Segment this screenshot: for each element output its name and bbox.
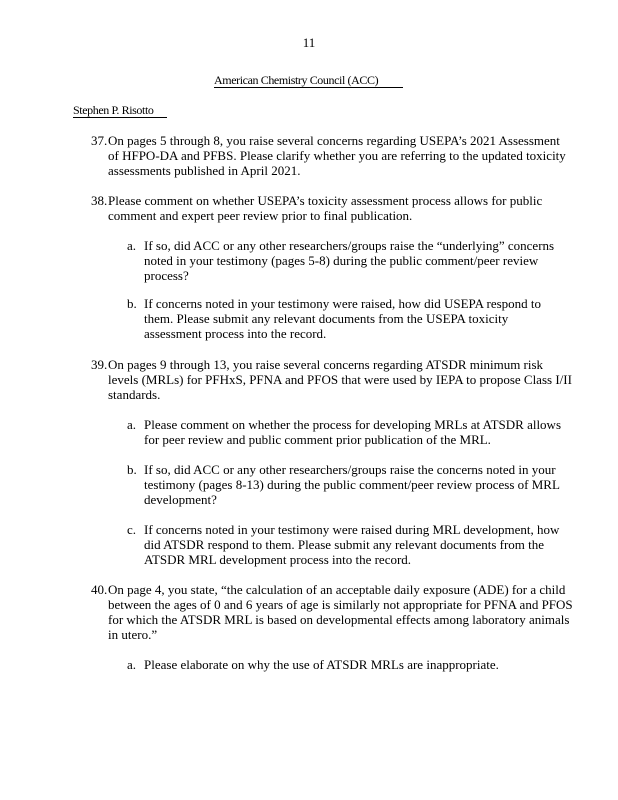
text-line: assessment process into the record.	[144, 326, 327, 341]
text-line: On page 4, you state, “the calculation of an acceptable daily exposure (ADE) for a child	[108, 582, 566, 597]
question-number: 37.	[91, 133, 108, 148]
text-line: standards.	[108, 387, 161, 402]
sub-question-label: b.	[127, 296, 137, 311]
item-text	[144, 657, 499, 672]
item-text	[108, 193, 542, 223]
text-line: If so, did ACC or any other researchers/groups raise the concerns noted in your	[144, 462, 556, 477]
text-line: If so, did ACC or any other researchers/groups raise the “underlying” concerns	[144, 238, 555, 253]
text-line: levels (MRLs) for PFHxS, PFNA and PFOS that were used by IEPA to propose Class I/II	[108, 372, 572, 387]
text-line: for peer review and public comment prior publication of the MRL.	[144, 432, 491, 447]
question-number: 38.	[91, 193, 108, 208]
question-38	[91, 193, 542, 223]
text-line: On pages 5 through 8, you raise several concerns regarding USEPA’s 2021 Assessment	[108, 133, 560, 148]
sub-question-label: a.	[127, 657, 137, 672]
question-number: 40.	[91, 582, 108, 597]
sub-question-label: c.	[127, 522, 137, 537]
text-line: Please comment on whether USEPA’s toxicity assessment process allows for public	[108, 193, 543, 208]
text-line: comment and expert peer review prior to final publication.	[108, 208, 413, 223]
text-line: of HFPO-DA and PFBS. Please clarify whether you are referring to the updated toxicity	[108, 148, 566, 163]
sub-question-38b	[127, 296, 541, 341]
organization-heading: American Chemistry Council (ACC)	[214, 73, 403, 88]
text-line: On pages 9 through 13, you raise several concerns regarding ATSDR minimum risk	[108, 357, 544, 372]
item-text	[144, 296, 541, 341]
sub-question-39b	[127, 462, 560, 507]
text-line: them. Please submit any relevant documents from the USEPA toxicity	[144, 311, 509, 326]
sub-question-39c	[127, 522, 559, 567]
text-line: assessments published in April 2021.	[108, 163, 301, 178]
question-37	[91, 133, 566, 178]
text-line: development?	[144, 492, 217, 507]
text-line: If concerns noted in your testimony were raised during MRL development, how	[144, 522, 560, 537]
text-line: for which the ATSDR MRL is based on developmental effects among laboratory animals	[108, 612, 570, 627]
text-line: If concerns noted in your testimony were raised, how did USEPA respond to	[144, 296, 542, 311]
text-line: Please comment on whether the process for developing MRLs at ATSDR allows	[144, 417, 562, 432]
page-number: 11	[302, 35, 316, 50]
item-text	[144, 522, 559, 567]
sub-question-label: a.	[127, 417, 137, 432]
sub-question-40a	[127, 657, 499, 672]
text-line: noted in your testimony (pages 5-8) during the public comment/peer review	[144, 253, 539, 268]
text-line: process?	[144, 268, 189, 283]
item-text	[108, 582, 573, 642]
sub-question-39a	[127, 417, 561, 447]
item-text	[144, 462, 560, 507]
item-text	[108, 357, 572, 402]
text-line: testimony (pages 8-13) during the public comment/peer review process of MRL	[144, 477, 560, 492]
sub-question-label: b.	[127, 462, 137, 477]
item-text	[144, 238, 554, 283]
sub-question-38a	[127, 238, 554, 283]
sub-question-label: a.	[127, 238, 137, 253]
text-line: ATSDR MRL development process into the record.	[144, 552, 412, 567]
text-line: in utero.”	[108, 627, 158, 642]
witness-name: Stephen P. Risotto	[73, 103, 167, 118]
item-text	[144, 417, 561, 447]
question-number: 39.	[91, 357, 108, 372]
text-line: did ATSDR respond to them. Please submit any relevant documents from the	[144, 537, 545, 552]
question-40	[91, 582, 573, 642]
text-line: between the ages of 0 and 6 years of age is similarly not appropriate for PFNA and PFOS	[108, 597, 573, 612]
item-text	[108, 133, 566, 178]
question-39	[91, 357, 572, 402]
text-line: Please elaborate on why the use of ATSDR MRLs are inappropriate.	[144, 657, 499, 672]
